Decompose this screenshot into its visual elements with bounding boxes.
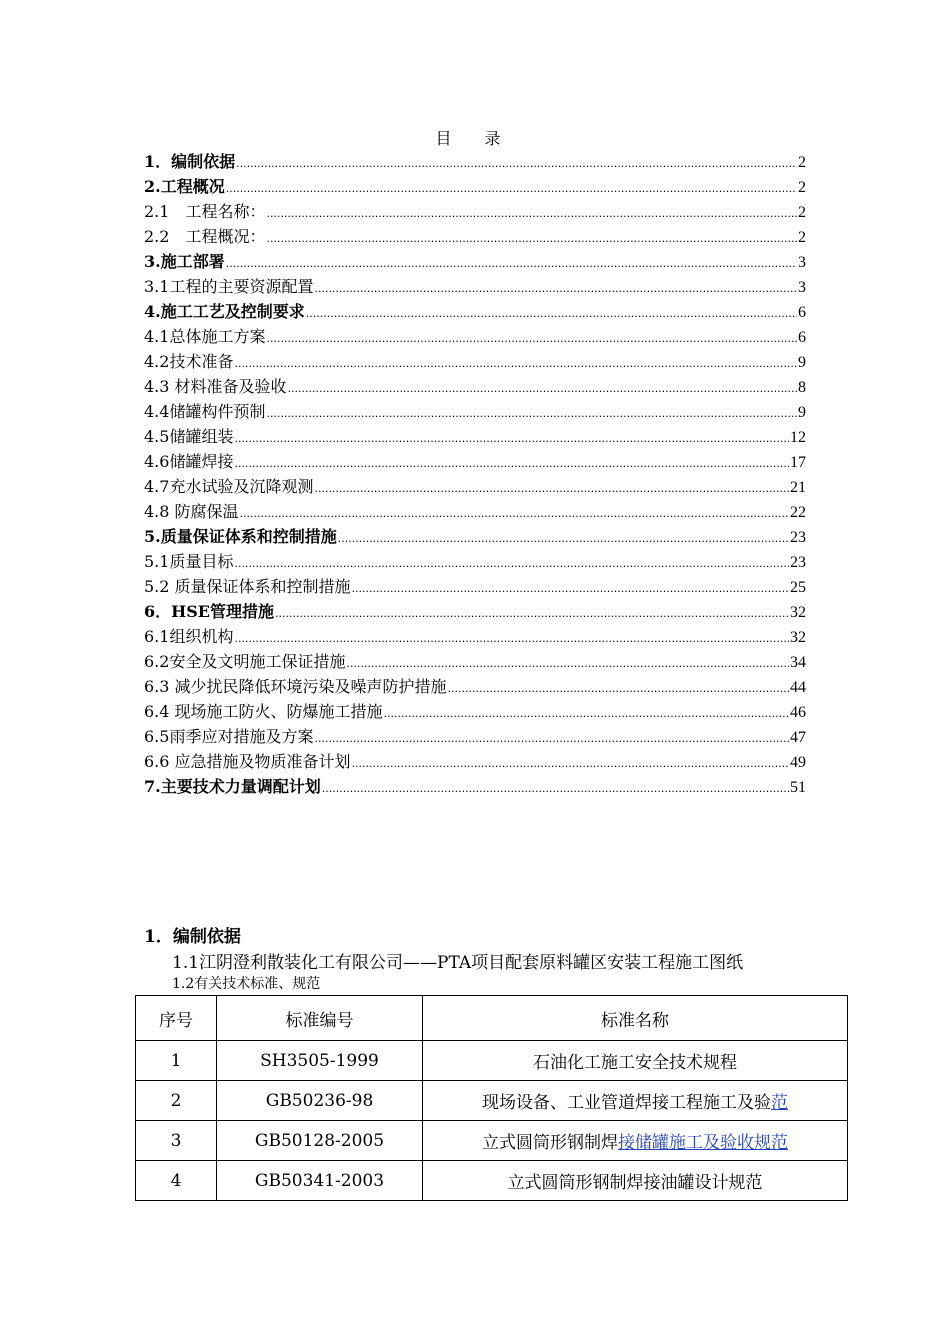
toc-entry-page: 6 <box>798 329 806 346</box>
row-name-text: 石油化工施工安全技术规程 <box>533 1053 737 1073</box>
toc-entry[interactable] <box>144 399 806 424</box>
toc-entry-label: 5.质量保证体系和控制措施 <box>144 527 337 546</box>
toc-entry-page: 2 <box>798 229 806 246</box>
toc-leader-dots <box>288 376 797 401</box>
toc-entry-page: 3 <box>798 254 806 271</box>
row-name <box>423 1081 848 1121</box>
basis-item-1: 1.1江阴澄利散装化工有限公司——PTA项目配套原料罐区安装工程施工图纸 <box>172 953 744 973</box>
toc-entry-page: 23 <box>790 554 806 571</box>
toc-entry[interactable] <box>144 724 806 749</box>
toc-entry-page: 2 <box>798 179 806 196</box>
toc-entry[interactable] <box>144 299 806 324</box>
toc-entry[interactable] <box>144 699 806 724</box>
toc-entry-page: 12 <box>790 429 806 446</box>
toc-leader-dots <box>234 451 789 476</box>
toc-entry-label: 6．HSE管理措施 <box>144 602 275 621</box>
toc-entry-label: 5.2 质量保证体系和控制措施 <box>144 577 351 596</box>
toc-leader-dots <box>226 251 797 276</box>
toc-entry-label: 5.1质量目标 <box>144 552 234 571</box>
table-row <box>136 1121 848 1161</box>
toc-entry[interactable] <box>144 474 806 499</box>
toc-entry-label: 4.施工工艺及控制要求 <box>144 302 305 321</box>
toc-entry-page: 47 <box>790 729 806 746</box>
table-of-contents <box>144 149 806 799</box>
toc-entry-label: 4.8 防腐保温 <box>144 502 239 521</box>
toc-entry-page: 49 <box>790 754 806 771</box>
toc-leader-dots <box>314 476 789 501</box>
toc-entry-label: 2.2 工程概况： <box>144 227 266 246</box>
toc-entry-label: 4.7充水试验及沉降观测 <box>144 477 314 496</box>
toc-leader-dots <box>448 676 789 701</box>
toc-entry-page: 44 <box>790 679 806 696</box>
toc-entry[interactable] <box>144 224 806 249</box>
toc-entry-page: 25 <box>790 579 806 596</box>
toc-leader-dots <box>236 151 797 176</box>
toc-entry-label: 4.4储罐构件预制 <box>144 402 266 421</box>
table-row <box>136 1161 848 1201</box>
row-code: GB50128-2005 <box>217 1121 423 1161</box>
toc-entry-label: 4.1总体施工方案 <box>144 327 266 346</box>
row-name-link[interactable]: 范 <box>771 1093 788 1113</box>
row-no: 3 <box>136 1121 217 1161</box>
toc-entry-page: 34 <box>790 654 806 671</box>
toc-entry[interactable] <box>144 324 806 349</box>
toc-leader-dots <box>384 701 789 726</box>
toc-entry[interactable] <box>144 424 806 449</box>
toc-entry[interactable] <box>144 749 806 774</box>
row-code: GB50236-98 <box>217 1081 423 1121</box>
toc-entry[interactable] <box>144 249 806 274</box>
toc-entry[interactable] <box>144 349 806 374</box>
toc-entry-page: 21 <box>790 479 806 496</box>
row-name-text: 立式圆筒形钢制焊接油罐设计规范 <box>507 1173 763 1193</box>
toc-leader-dots <box>266 226 797 251</box>
toc-leader-dots <box>234 626 789 651</box>
toc-entry-page: 51 <box>790 779 806 796</box>
standards-table <box>135 995 848 1201</box>
toc-entry-page: 8 <box>798 379 806 396</box>
toc-entry[interactable] <box>144 149 806 174</box>
table-row <box>136 1041 848 1081</box>
row-no: 4 <box>136 1161 217 1201</box>
toc-entry-label: 4.6储罐焊接 <box>144 452 234 471</box>
row-name-text: 立式圆筒形钢制焊 <box>482 1133 618 1153</box>
toc-entry-page: 3 <box>798 279 806 296</box>
toc-leader-dots <box>352 576 789 601</box>
toc-leader-dots <box>352 751 789 776</box>
toc-entry-page: 2 <box>798 204 806 221</box>
toc-entry-label: 2.1 工程名称： <box>144 202 266 221</box>
toc-leader-dots <box>275 601 789 626</box>
toc-leader-dots <box>322 776 789 801</box>
toc-leader-dots <box>306 301 797 326</box>
toc-leader-dots <box>314 276 797 301</box>
toc-leader-dots <box>266 326 797 351</box>
toc-leader-dots <box>346 651 789 676</box>
toc-entry-label: 4.2技术准备 <box>144 352 234 371</box>
row-no: 2 <box>136 1081 217 1121</box>
toc-entry-label: 6.6 应急措施及物质准备计划 <box>144 752 351 771</box>
toc-entry-page: 23 <box>790 529 806 546</box>
toc-entry-page: 17 <box>790 454 806 471</box>
toc-entry-page: 9 <box>798 354 806 371</box>
toc-entry-label: 6.1组织机构 <box>144 627 234 646</box>
toc-leader-dots <box>266 401 797 426</box>
toc-entry[interactable] <box>144 449 806 474</box>
toc-leader-dots <box>234 426 789 451</box>
toc-entry-page: 46 <box>790 704 806 721</box>
toc-leader-dots <box>314 726 789 751</box>
toc-entry-label: 4.5储罐组装 <box>144 427 234 446</box>
toc-entry-page: 32 <box>790 604 806 621</box>
toc-entry[interactable] <box>144 599 806 624</box>
toc-entry-label: 2.工程概况 <box>144 177 225 196</box>
toc-entry-page: 9 <box>798 404 806 421</box>
toc-entry-label: 6.4 现场施工防火、防爆施工措施 <box>144 702 383 721</box>
toc-entry[interactable] <box>144 174 806 199</box>
toc-entry[interactable] <box>144 774 806 799</box>
toc-entry-label: 1．编制依据 <box>144 152 236 171</box>
toc-entry-label: 4.3 材料准备及验收 <box>144 377 287 396</box>
toc-entry[interactable] <box>144 574 806 599</box>
toc-entry[interactable] <box>144 499 806 524</box>
toc-entry-label: 3.1工程的主要资源配置 <box>144 277 314 296</box>
toc-entry-label: 7.主要技术力量调配计划 <box>144 777 321 796</box>
toc-leader-dots <box>226 176 797 201</box>
toc-title: 目 录 <box>435 129 515 148</box>
toc-entry[interactable] <box>144 524 806 549</box>
toc-entry[interactable] <box>144 624 806 649</box>
toc-entry-label: 6.5雨季应对措施及方案 <box>144 727 314 746</box>
row-name-link[interactable]: 接储罐施工及验收规范 <box>618 1133 788 1153</box>
header-no: 序号 <box>136 996 217 1041</box>
toc-entry-page: 6 <box>798 304 806 321</box>
toc-leader-dots <box>240 501 789 526</box>
table-row <box>136 1081 848 1121</box>
row-name <box>423 1041 848 1081</box>
row-name <box>423 1121 848 1161</box>
table-header-row <box>136 996 848 1041</box>
row-no: 1 <box>136 1041 217 1081</box>
toc-entry-page: 32 <box>790 629 806 646</box>
toc-entry[interactable] <box>144 274 806 299</box>
toc-leader-dots <box>266 201 797 226</box>
toc-entry[interactable] <box>144 199 806 224</box>
toc-entry[interactable] <box>144 674 806 699</box>
header-code: 标准编号 <box>217 996 423 1041</box>
row-name-text: 现场设备、工业管道焊接工程施工及验 <box>482 1093 771 1113</box>
toc-entry-label: 6.2安全及文明施工保证措施 <box>144 652 346 671</box>
section-heading: 1．编制依据 <box>144 927 241 947</box>
toc-entry[interactable] <box>144 549 806 574</box>
toc-entry-page: 22 <box>790 504 806 521</box>
toc-entry-page: 2 <box>798 154 806 171</box>
toc-entry-label: 3.施工部署 <box>144 252 225 271</box>
row-code: SH3505-1999 <box>217 1041 423 1081</box>
row-name <box>423 1161 848 1201</box>
toc-leader-dots <box>234 551 789 576</box>
toc-leader-dots <box>234 351 797 376</box>
toc-entry-label: 6.3 减少扰民降低环境污染及噪声防护措施 <box>144 677 447 696</box>
row-code: GB50341-2003 <box>217 1161 423 1201</box>
basis-item-2: 1.2有关技术标准、规范 <box>172 976 321 992</box>
toc-entry[interactable] <box>144 374 806 399</box>
toc-entry[interactable] <box>144 649 806 674</box>
toc-leader-dots <box>338 526 789 551</box>
header-name: 标准名称 <box>423 996 848 1041</box>
